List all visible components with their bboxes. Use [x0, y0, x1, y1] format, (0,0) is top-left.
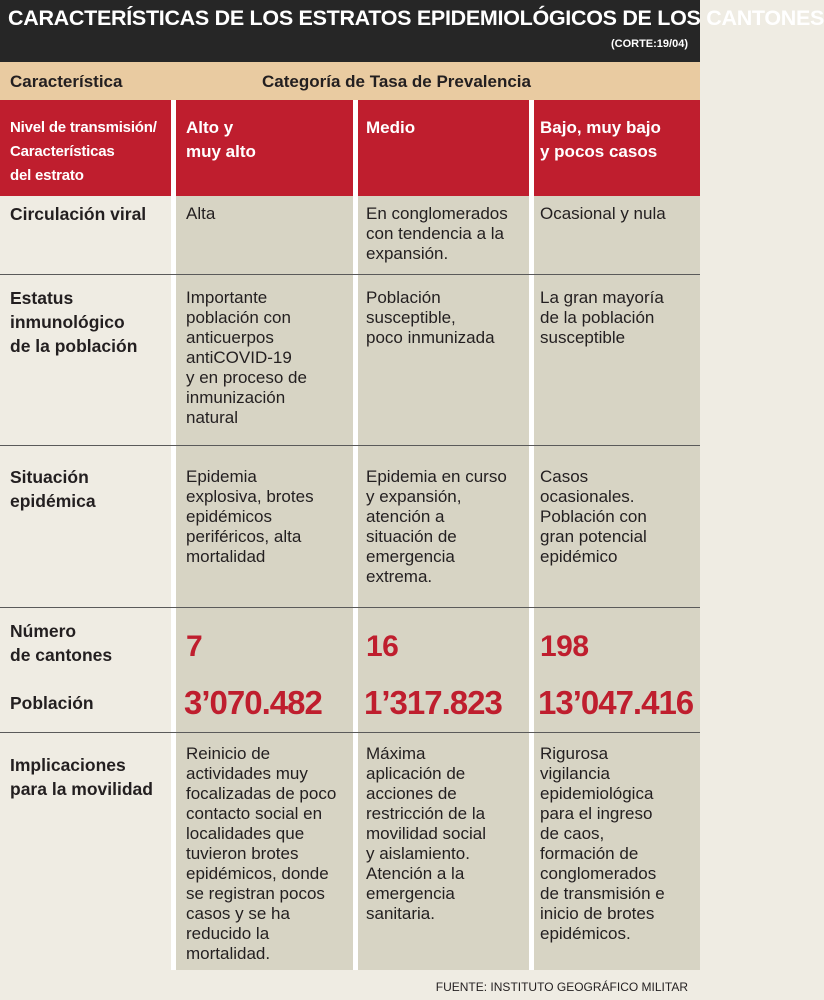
- column-divider: [171, 100, 176, 970]
- title-bar: [0, 0, 824, 62]
- row-divider: [0, 732, 700, 733]
- row-label-population: Población: [10, 693, 94, 713]
- column-divider: [353, 100, 358, 970]
- column-header-alto: Alto y muy alto: [186, 118, 256, 161]
- row-divider: [0, 274, 700, 275]
- row-label-canton-count: Número de cantones: [10, 621, 113, 665]
- cell-mobility-alto: Reinicio de actividades muy focalizadas de poco contacto social en localidades que tuvieron brotes epidémicos, donde se registran pocos casos y se ha reducido la mortalidad.: [186, 744, 337, 963]
- cell-epidemic-alto: Epidemia explosiva, brotes epidémicos periféricos, alta mortalidad: [186, 467, 314, 566]
- row-divider: [0, 445, 700, 446]
- cutoff-date: (CORTE:19/04): [610, 38, 688, 50]
- column-header-level: Nivel de transmisión/ Características del estrato: [10, 119, 157, 184]
- value-cantons-bajo: 198: [540, 630, 589, 663]
- column-divider: [529, 100, 534, 970]
- row-label-circulation: Circulación viral: [10, 204, 147, 224]
- cell-circulation-bajo: Ocasional y nula: [540, 204, 666, 223]
- row-label-immune-status: Estatus inmunológico de la población: [10, 288, 138, 356]
- characteristic-heading: Característica: [10, 72, 123, 91]
- cell-circulation-medio: En conglomerados con tendencia a la expansión.: [366, 204, 508, 263]
- value-population-medio: 1’317.823: [364, 684, 502, 721]
- row-label-epidemic-situation: Situación epidémica: [10, 467, 96, 511]
- row-divider: [0, 607, 700, 608]
- value-cantons-medio: 16: [366, 630, 399, 663]
- cell-circulation-alto: Alta: [186, 204, 216, 223]
- cell-mobility-bajo: Rigurosa vigilancia epidemiológica para el ingreso de caos, formación de conglomerados de transmisión e inicio de brotes epidémicos.: [540, 744, 665, 943]
- category-row: [0, 62, 700, 100]
- cell-epidemic-medio: Epidemia en curso y expansión, atención a situación de emergencia extrema.: [366, 467, 507, 586]
- cell-mobility-medio: Máxima aplicación de acciones de restricción de la movilidad social y aislamiento. Atención a la emergencia sanitaria.: [366, 744, 486, 923]
- cell-immune-medio: Población susceptible, poco inmunizada: [366, 288, 495, 347]
- source-credit: FUENTE: INSTITUTO GEOGRÁFICO MILITAR: [435, 980, 688, 994]
- cell-immune-bajo: La gran mayoría de la población susceptible: [540, 288, 664, 347]
- row-label-mobility: Implicaciones para la movilidad: [10, 755, 153, 799]
- cell-epidemic-bajo: Casos ocasionales. Población con gran potencial epidémico: [540, 467, 647, 566]
- value-cantons-alto: 7: [186, 630, 203, 663]
- column-header-bajo: Bajo, muy bajo y pocos casos: [540, 118, 661, 161]
- value-population-bajo: 13’047.416: [538, 684, 694, 721]
- column-header-medio: Medio: [366, 118, 416, 137]
- cell-immune-alto: Importante población con anticuerpos antiCOVID-19 y en proceso de inmunización natural: [186, 288, 307, 427]
- category-heading: Categoría de Tasa de Prevalencia: [262, 72, 531, 91]
- value-population-alto: 3’070.482: [184, 684, 322, 721]
- page-title: CARACTERÍSTICAS DE LOS ESTRATOS EPIDEMIOLÓGICOS DE LOS CANTONES: [8, 6, 824, 30]
